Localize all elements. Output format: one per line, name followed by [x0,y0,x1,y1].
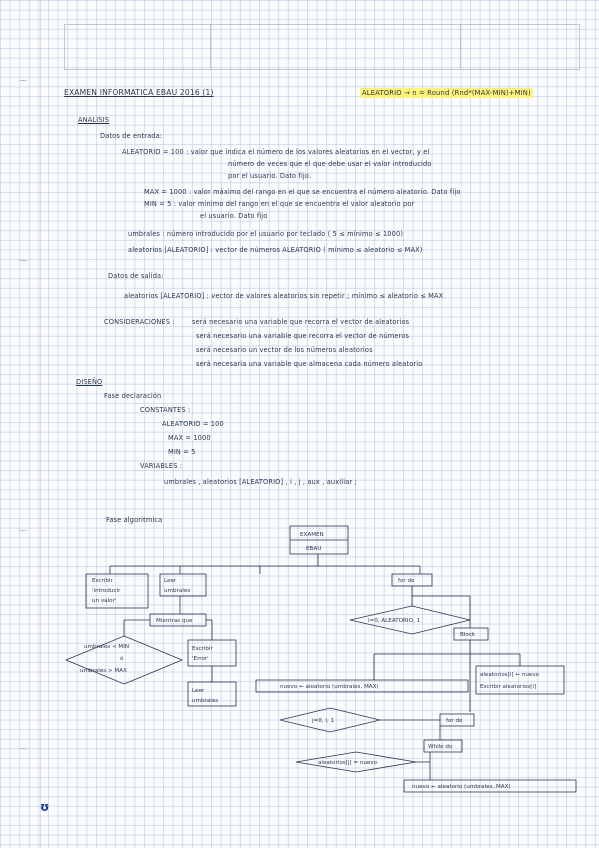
declarations-heading: Fase declaración [104,392,162,400]
read-label: umbrales [164,588,191,594]
variables-line: umbrales , aleatorios [ALEATORIO] , i , j , aux , auxiliar ; [164,478,357,486]
algorithm-heading: Fase algoritmica [106,516,163,524]
variables-heading: VARIABLES : [140,462,183,470]
final-label: nuevo ← aleatorio (umbrales, MAX) [412,784,511,790]
compare-label: aleatorios[j] = nuevo [318,760,378,766]
inputs-heading: Datos de entrada: [100,132,163,140]
analysis-heading: ANALISIS [78,116,110,124]
publisher-logo: ʊ [40,800,50,814]
consideration-line: será necesario una variable que recorra el vector de aleatorios [192,318,410,326]
inner-loop-label: j=0, i, 1 [312,718,335,724]
design-heading: DISEÑO [76,378,103,386]
while-label: Mientras que [156,618,193,624]
block-label: Block [460,632,476,638]
write-label: Escribir [92,578,113,584]
input-line: umbrales : número introducido por el usuario por teclado ( 5 ≤ mínimo ≤ 1000) [128,230,404,238]
input-line: el usuario. Dato fijo [200,212,268,220]
assign-label: aleatorios[i] ← nuevo [480,672,540,678]
constant-line: ALEATORIO = 100 [162,420,224,428]
input-line: ALEATORIO = 100 : valor que indica el número de los valores aleatorios en el vector, y el [122,148,430,156]
formula-highlight: ALEATORIO → n = Round (Rnd*(MAX-MIN)+MIN) [362,89,531,97]
assign-label: Escribir aleatorios[i] [480,684,537,690]
for-label: for do [398,578,415,584]
loop-label: i=0, ALEATORIO, 1 [368,618,421,624]
constant-line: MIN = 5 [168,448,196,456]
read-again-label: Leer [192,688,205,694]
read-label: Leer [164,578,177,584]
output-line: aleatorios [ALEATORIO] : vector de valores aleatorios sin repetir ; mínimo ≤ aleatorio ≤ MAX [124,292,444,300]
consideration-line: será necesario una variable que recorra el vector de números [196,332,410,340]
error-label: Escribir [192,646,213,652]
constant-line: MAX = 1000 [168,434,211,442]
consideration-line: será necesario un vector de los números aleatorios [196,346,373,354]
condition-label: umbrales > MAX [80,668,127,674]
error-node [188,640,236,666]
write-label: un valor' [92,598,117,604]
consideration-line: será necesaria una variable que almacena cada número aleatorio [196,360,423,368]
input-line: por el usuario. Dato fijo. [228,172,312,180]
number-label: nuevo ← aleatorio (umbrales, MAX) [280,684,379,690]
exam-title: EXAMEN INFORMATICA EBAU 2016 (1) [64,88,214,97]
input-line: aleatorios [ALEATORIO] : vector de números ALEATORIO ( mínimo ≤ aleatorio ≤ MAX) [128,246,423,254]
considerations-heading: CONSIDERACIONES : [104,318,175,326]
condition-label: umbrales < MIN [84,644,130,650]
while-do-label: While do [428,744,453,750]
error-label: 'Error' [192,656,209,662]
input-line: número de veces que el que debe usar el valor introducido [228,160,432,168]
root-label: EBAU [306,546,322,552]
constants-heading: CONSTANTES : [140,406,191,414]
outputs-heading: Datos de salida: [108,272,164,280]
root-label: EXAMEN [300,532,324,538]
write-label: 'introducir [92,588,121,594]
read-again-label: umbrales [192,698,219,704]
input-line: MIN = 5 : valor mínimo del rango en el que se encuentra el valor aleatorio por [144,200,415,208]
condition-label: ó [120,656,124,662]
input-line: MAX = 1000 : valor máximo del rango en el que se encuentra el número aleatorio. Dato fijo [144,188,461,196]
inner-for-label: for do [446,718,463,724]
